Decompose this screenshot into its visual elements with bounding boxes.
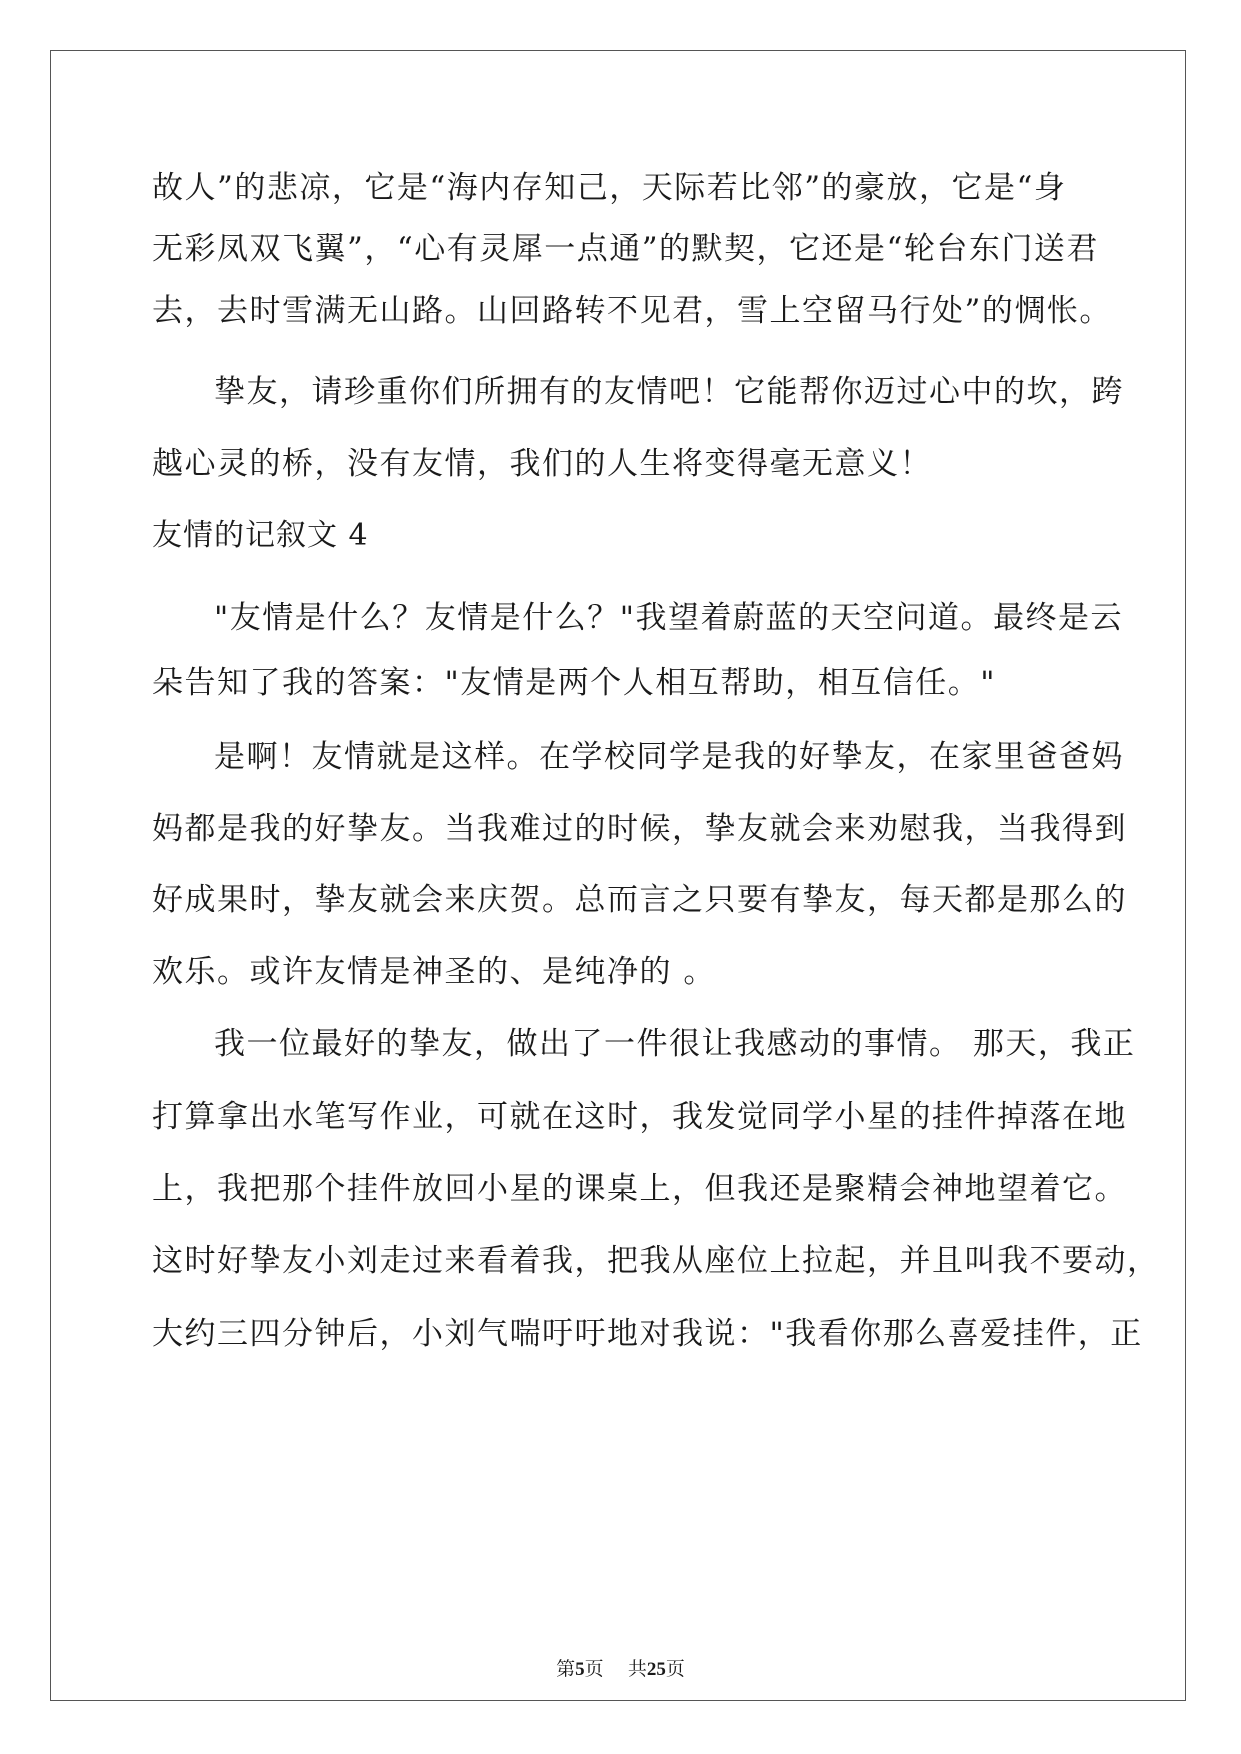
- text-line: 大约三四分钟后，小刘气喘吁吁地对我说："我看你那么喜爱挂件，正: [152, 1316, 1143, 1352]
- text-line: 打算拿出水笔写作业，可就在这时，我发觉同学小星的挂件掉落在地: [152, 1099, 1127, 1135]
- text-line: 是啊！友情就是这样。在学校同学是我的好挚友，在家里爸爸妈: [214, 739, 1124, 775]
- current-page-number: 5: [575, 1659, 585, 1680]
- text-line: 无彩凤双飞翼”，“心有灵犀一点通”的默契，它还是“轮台东门送君: [152, 231, 1099, 267]
- text-line: 故人”的悲凉，它是“海内存知己，天际若比邻”的豪放，它是“身: [152, 170, 1067, 206]
- page-footer: [0, 1657, 1241, 1682]
- footer-mid: 页 共: [584, 1658, 647, 1680]
- total-page-count: 25: [646, 1659, 666, 1680]
- text-line: 去，去时雪满无山路。山回路转不见君，雪上空留马行处”的惆怅。: [152, 293, 1112, 329]
- text-line: 朵告知了我的答案："友情是两个人相互帮助，相互信任。": [152, 665, 997, 701]
- text-line: "友情是什么？友情是什么？"我望着蔚蓝的天空问道。最终是云: [214, 600, 1124, 636]
- text-line: 这时好挚友小刘走过来看着我，把我从座位上拉起，并且叫我不要动，: [152, 1243, 1160, 1279]
- text-line: 妈都是我的好挚友。当我难过的时候，挚友就会来劝慰我，当我得到: [152, 811, 1127, 847]
- text-line: 越心灵的桥，没有友情，我们的人生将变得毫无意义！: [152, 446, 932, 482]
- text-line: 欢乐。或许友情是神圣的、是纯净的 。: [152, 954, 716, 990]
- footer-suffix: 页: [665, 1658, 685, 1680]
- text-line: 我一位最好的挚友，做出了一件很让我感动的事情。 那天，我正: [214, 1026, 1136, 1062]
- text-line: 好成果时，挚友就会来庆贺。总而言之只要有挚友，每天都是那么的: [152, 882, 1127, 918]
- text-line: 挚友，请珍重你们所拥有的友情吧！它能帮你迈过心中的坎，跨: [214, 374, 1124, 410]
- footer-prefix: 第: [556, 1658, 576, 1680]
- section-heading: 友情的记叙文 4: [152, 518, 369, 553]
- text-line: 上，我把那个挂件放回小星的课桌上，但我还是聚精会神地望着它。: [152, 1171, 1127, 1207]
